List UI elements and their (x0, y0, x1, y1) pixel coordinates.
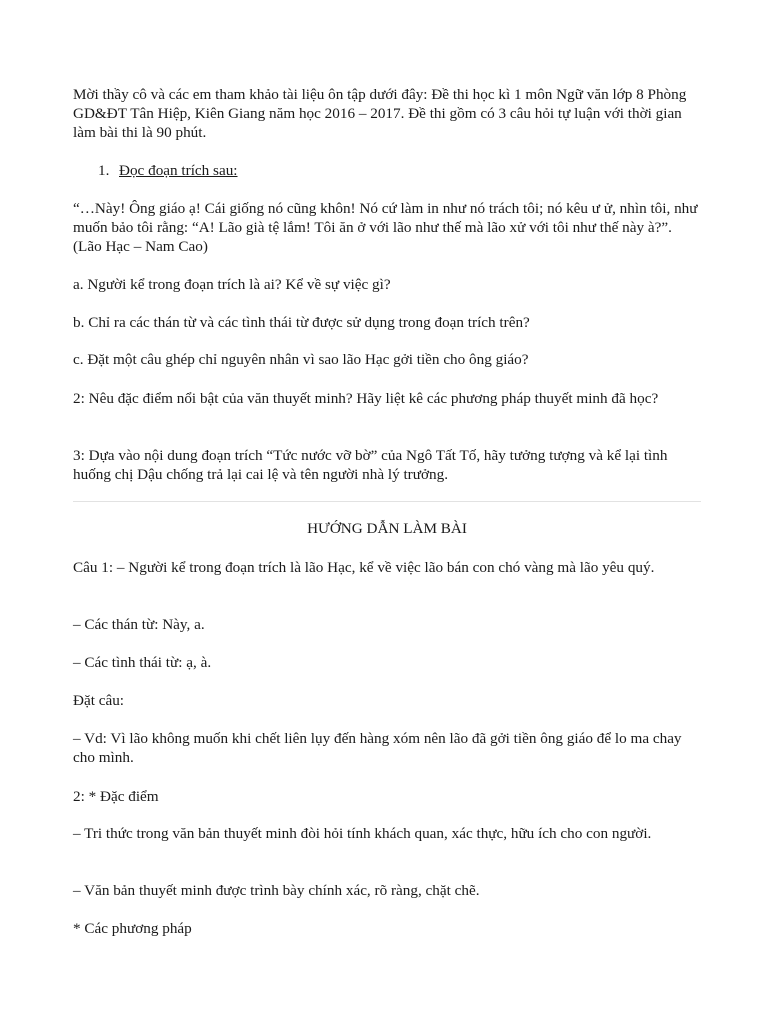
question-1-number: 1. (98, 162, 110, 179)
section-divider (73, 501, 701, 502)
answer-methods-heading: * Các phương pháp (73, 920, 192, 937)
question-1b: b. Chỉ ra các thán từ và các tình thái từ được sử dụng trong đoạn trích trên? (73, 314, 530, 331)
answer-modal-particles: – Các tình thái từ: ạ, à. (73, 654, 212, 671)
answer-make-sentence: Đặt câu: (73, 692, 125, 709)
question-3: 3: Dựa vào nội dung đoạn trích “Tức nước vỡ bờ” của Ngô Tất Tố, hãy tưởng tượng và kể lại tình huống chị Dậu chống trả lại cai lệ và tên người nhà lý trưởng. (73, 447, 668, 483)
guide-title: HƯỚNG DẪN LÀM BÀI (307, 520, 467, 537)
answer-1: Câu 1: – Người kể trong đoạn trích là lão Hạc, kể về việc lão bán con chó vàng mà lão yêu quý. (73, 559, 655, 576)
question-2: 2: Nêu đặc điểm nổi bật của văn thuyết minh? Hãy liệt kê các phương pháp thuyết minh đã học? (73, 390, 659, 407)
question-1-heading (98, 161, 238, 180)
question-1c: c. Đặt một câu ghép chỉ nguyên nhân vì sao lão Hạc gởi tiền cho ông giáo? (73, 351, 529, 368)
answer-presentation-feature: – Văn bản thuyết minh được trình bày chính xác, rõ ràng, chặt chẽ. (73, 882, 480, 899)
answer-knowledge-feature: – Tri thức trong văn bản thuyết minh đòi hỏi tính khách quan, xác thực, hữu ích cho con người. (73, 825, 652, 842)
answer-2-features: 2: * Đặc điểm (73, 788, 159, 805)
intro-paragraph: Mời thầy cô và các em tham khảo tài liệu ôn tập dưới đây: Đề thi học kì 1 môn Ngữ văn lớp 8 Phòng GD&ĐT Tân Hiệp, Kiên Giang năm học 2016 – 2017. Đề thi gồm có 3 câu hỏi tự luận với thời gian làm bài thi là 90 phút. (73, 86, 687, 141)
question-1a: a. Người kể trong đoạn trích là ai? Kể về sự việc gì? (73, 276, 391, 293)
question-1-title: Đọc đoạn trích sau: (119, 162, 238, 179)
quoted-excerpt: “…Này! Ông giáo ạ! Cái giống nó cũng khôn! Nó cứ làm in như nó trách tôi; nó kêu ư ử, nhìn tôi, như muốn bảo tôi rằng: “A! Lão già tệ lắm! Tôi ăn ở với lão như thế mà lão xử với tôi như thế này à?”. (Lão Hạc – Nam Cao) (73, 200, 698, 255)
answer-interjections: – Các thán từ: Này, a. (73, 616, 205, 633)
answer-example-sentence: – Vd: Vì lão không muốn khi chết liên lụy đến hàng xóm nên lão đã gởi tiền ông giáo để lo ma chay cho mình. (73, 730, 682, 766)
